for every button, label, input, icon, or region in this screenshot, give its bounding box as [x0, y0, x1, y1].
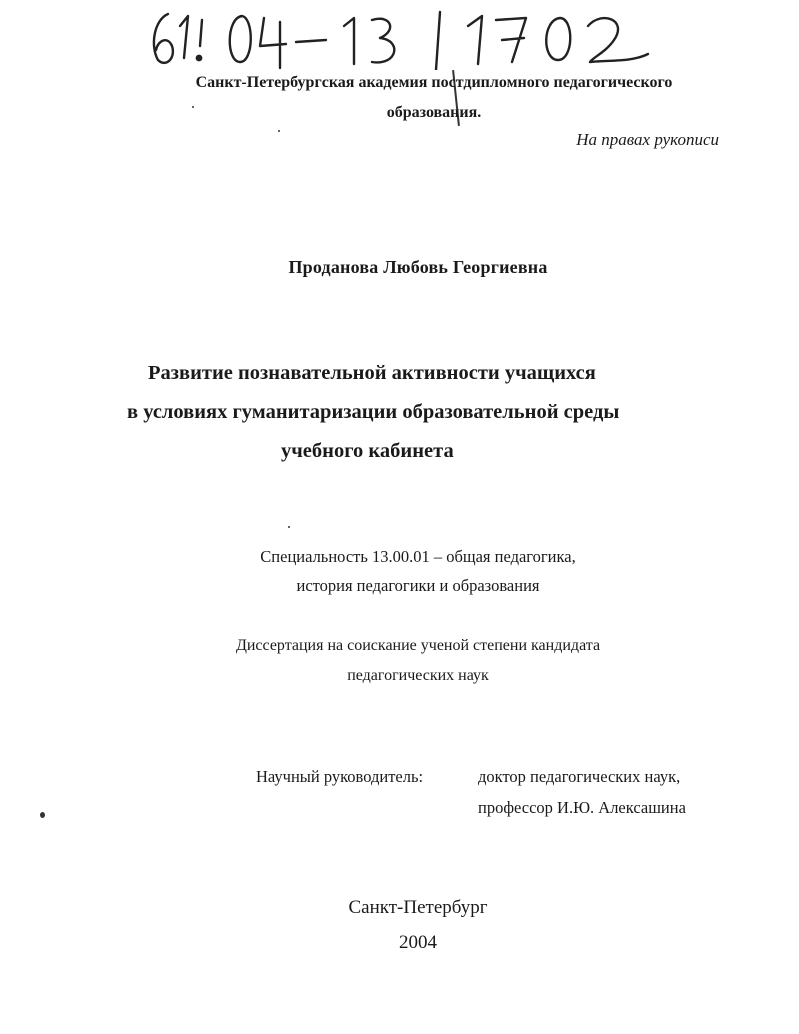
scan-speck — [288, 526, 290, 528]
supervisor-degree: доктор педагогических наук, — [478, 767, 681, 786]
author-name: Проданова Любовь Георгиевна — [288, 257, 548, 277]
year: 2004 — [399, 932, 437, 953]
institution-name — [0, 68, 799, 128]
degree-statement-line-2: педагогических наук — [347, 667, 489, 684]
handwritten-number-drawing — [140, 6, 660, 70]
manuscript-rights-note: На правах рукописи — [576, 130, 719, 149]
scan-speck — [192, 106, 194, 108]
supervisor-name: профессор И.Ю. Алексашина — [478, 798, 686, 817]
specialty-line-2: история педагогики и образования — [296, 576, 540, 595]
handwritten-archive-number — [140, 6, 660, 70]
supervisor-label: Научный руководитель: — [256, 767, 424, 786]
dissertation-title-line-1: Развитие познавательной активности учащихся — [148, 362, 596, 384]
dissertation-title-line-3: учебного кабинета — [281, 440, 454, 462]
scan-speck — [278, 130, 280, 132]
city: Санкт-Петербург — [348, 897, 488, 918]
degree-statement-line-1: Диссертация на соискание ученой степени кандидата — [235, 637, 601, 654]
institution-line-1: Санкт-Петербургская академия постдипломного педагогического — [195, 74, 673, 91]
dissertation-title-line-2: в условиях гуманитаризации образовательной среды — [127, 401, 620, 423]
specialty-line-1: Специальность 13.00.01 – общая педагогика, — [260, 547, 576, 566]
institution-line-2: образования. — [386, 104, 482, 121]
scan-speck — [40, 812, 45, 818]
